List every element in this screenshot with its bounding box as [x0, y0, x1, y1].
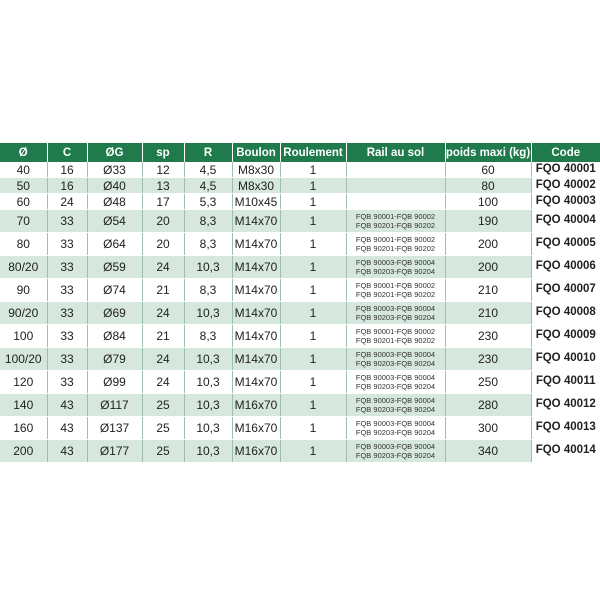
- cell-diameter: 200: [0, 440, 47, 463]
- cell-roulement: 1: [280, 256, 346, 279]
- cell-sp: 21: [142, 325, 184, 348]
- cell-r: 8,3: [184, 279, 232, 302]
- cell-poids-maxi: 100: [445, 194, 531, 210]
- table-row: [0, 325, 600, 348]
- cell-rail-au-sol: [346, 279, 445, 302]
- cell-roulement: 1: [280, 394, 346, 417]
- rail-reference: FQB 90003-FQB 90004: [355, 350, 436, 359]
- cell-c: 33: [47, 233, 87, 256]
- table-row: [0, 178, 600, 194]
- table-row: [0, 348, 600, 371]
- header-diameter: Ø: [0, 143, 47, 162]
- rail-reference: FQB 90003-FQB 90004: [355, 373, 436, 382]
- cell-sp: 13: [142, 178, 184, 194]
- cell-c: 33: [47, 279, 87, 302]
- cell-sp: 24: [142, 256, 184, 279]
- cell-roulement: 1: [280, 233, 346, 256]
- cell-r: 8,3: [184, 325, 232, 348]
- cell-poids-maxi: 200: [445, 256, 531, 279]
- table-row: [0, 371, 600, 394]
- header-c: C: [47, 143, 87, 162]
- cell-c: 24: [47, 194, 87, 210]
- cell-poids-maxi: 280: [445, 394, 531, 417]
- table-row: [0, 194, 600, 210]
- cell-r: 10,3: [184, 348, 232, 371]
- cell-rail-au-sol: [346, 417, 445, 440]
- rail-reference: FQB 90003-FQB 90004: [355, 419, 436, 428]
- cell-poids-maxi: 190: [445, 210, 531, 233]
- cell-sp: 12: [142, 162, 184, 178]
- header-sp: sp: [142, 143, 184, 162]
- cell-poids-maxi: 340: [445, 440, 531, 463]
- cell-code: FQO 40003: [531, 194, 600, 210]
- cell-sp: 20: [142, 210, 184, 233]
- header-poids-maxi: poids maxi (kg): [445, 143, 531, 162]
- cell-r: 10,3: [184, 394, 232, 417]
- cell-boulon: M14x70: [232, 279, 280, 302]
- cell-c: 33: [47, 325, 87, 348]
- cell-boulon: M8x30: [232, 162, 280, 178]
- cell-roulement: 1: [280, 325, 346, 348]
- cell-boulon: M14x70: [232, 302, 280, 325]
- cell-groove-diameter: Ø177: [87, 440, 142, 463]
- cell-diameter: 70: [0, 210, 47, 233]
- cell-roulement: 1: [280, 417, 346, 440]
- header-rail-au-sol: Rail au sol: [346, 143, 445, 162]
- cell-c: 16: [47, 178, 87, 194]
- cell-roulement: 1: [280, 302, 346, 325]
- cell-groove-diameter: Ø54: [87, 210, 142, 233]
- cell-boulon: M16x70: [232, 440, 280, 463]
- cell-r: 10,3: [184, 302, 232, 325]
- cell-poids-maxi: 200: [445, 233, 531, 256]
- cell-roulement: 1: [280, 194, 346, 210]
- cell-code: FQO 40005: [531, 233, 600, 256]
- cell-code: FQO 40011: [531, 371, 600, 394]
- cell-boulon: M14x70: [232, 325, 280, 348]
- cell-poids-maxi: 230: [445, 348, 531, 371]
- rail-reference: FQB 90201-FQB 90202: [355, 221, 436, 230]
- cell-c: 33: [47, 210, 87, 233]
- cell-groove-diameter: Ø69: [87, 302, 142, 325]
- cell-r: 4,5: [184, 178, 232, 194]
- cell-rail-au-sol: [346, 440, 445, 463]
- cell-groove-diameter: Ø40: [87, 178, 142, 194]
- table-row: [0, 162, 600, 178]
- cell-diameter: 50: [0, 178, 47, 194]
- cell-sp: 25: [142, 417, 184, 440]
- rail-reference: FQB 90001-FQB 90002: [355, 327, 436, 336]
- cell-code: FQO 40007: [531, 279, 600, 302]
- cell-rail-au-sol: [346, 194, 445, 210]
- rail-reference: FQB 90003-FQB 90004: [355, 258, 436, 267]
- rail-reference: FQB 90003-FQB 90004: [355, 442, 436, 451]
- cell-code: FQO 40014: [531, 440, 600, 463]
- cell-sp: 24: [142, 371, 184, 394]
- rail-reference: FQB 90201-FQB 90202: [355, 336, 436, 345]
- cell-rail-au-sol: [346, 348, 445, 371]
- table-row: [0, 233, 600, 256]
- header-r: R: [184, 143, 232, 162]
- rail-reference: FQB 90203-FQB 90204: [355, 267, 436, 276]
- cell-diameter: 160: [0, 417, 47, 440]
- cell-r: 4,5: [184, 162, 232, 178]
- cell-sp: 20: [142, 233, 184, 256]
- cell-boulon: M14x70: [232, 256, 280, 279]
- cell-sp: 25: [142, 440, 184, 463]
- cell-diameter: 90: [0, 279, 47, 302]
- cell-poids-maxi: 300: [445, 417, 531, 440]
- header-code: Code: [531, 143, 600, 162]
- cell-code: FQO 40006: [531, 256, 600, 279]
- cell-roulement: 1: [280, 210, 346, 233]
- cell-diameter: 60: [0, 194, 47, 210]
- cell-r: 10,3: [184, 417, 232, 440]
- cell-groove-diameter: Ø99: [87, 371, 142, 394]
- cell-diameter: 120: [0, 371, 47, 394]
- cell-boulon: M10x45: [232, 194, 280, 210]
- cell-c: 16: [47, 162, 87, 178]
- cell-code: FQO 40002: [531, 178, 600, 194]
- header-groove-diameter: ØG: [87, 143, 142, 162]
- cell-diameter: 90/20: [0, 302, 47, 325]
- cell-c: 43: [47, 417, 87, 440]
- table-row: [0, 440, 600, 463]
- cell-rail-au-sol: [346, 302, 445, 325]
- cell-sp: 24: [142, 348, 184, 371]
- cell-r: 10,3: [184, 371, 232, 394]
- cell-groove-diameter: Ø84: [87, 325, 142, 348]
- rail-reference: FQB 90203-FQB 90204: [355, 428, 436, 437]
- cell-diameter: 80/20: [0, 256, 47, 279]
- cell-poids-maxi: 60: [445, 162, 531, 178]
- cell-groove-diameter: Ø79: [87, 348, 142, 371]
- cell-groove-diameter: Ø137: [87, 417, 142, 440]
- rail-reference: FQB 90001-FQB 90002: [355, 281, 436, 290]
- cell-r: 8,3: [184, 233, 232, 256]
- cell-sp: 24: [142, 302, 184, 325]
- table-row: [0, 210, 600, 233]
- rail-reference: FQB 90001-FQB 90002: [355, 235, 436, 244]
- cell-code: FQO 40009: [531, 325, 600, 348]
- header-roulement: Roulement: [280, 143, 346, 162]
- cell-rail-au-sol: [346, 233, 445, 256]
- cell-c: 43: [47, 394, 87, 417]
- cell-boulon: M16x70: [232, 417, 280, 440]
- cell-roulement: 1: [280, 178, 346, 194]
- cell-diameter: 140: [0, 394, 47, 417]
- cell-diameter: 80: [0, 233, 47, 256]
- cell-c: 33: [47, 256, 87, 279]
- cell-c: 33: [47, 348, 87, 371]
- cell-code: FQO 40010: [531, 348, 600, 371]
- cell-rail-au-sol: [346, 162, 445, 178]
- cell-groove-diameter: Ø48: [87, 194, 142, 210]
- table-row: [0, 256, 600, 279]
- cell-r: 8,3: [184, 210, 232, 233]
- table-row: [0, 394, 600, 417]
- cell-diameter: 100: [0, 325, 47, 348]
- cell-groove-diameter: Ø33: [87, 162, 142, 178]
- cell-rail-au-sol: [346, 371, 445, 394]
- cell-boulon: M14x70: [232, 348, 280, 371]
- cell-poids-maxi: 230: [445, 325, 531, 348]
- cell-rail-au-sol: [346, 256, 445, 279]
- cell-boulon: M16x70: [232, 394, 280, 417]
- rail-reference: FQB 90203-FQB 90204: [355, 405, 436, 414]
- table-row: [0, 302, 600, 325]
- cell-groove-diameter: Ø59: [87, 256, 142, 279]
- cell-code: FQO 40008: [531, 302, 600, 325]
- rail-reference: FQB 90203-FQB 90204: [355, 359, 436, 368]
- cell-boulon: M8x30: [232, 178, 280, 194]
- cell-roulement: 1: [280, 440, 346, 463]
- cell-r: 10,3: [184, 440, 232, 463]
- rail-reference: FQB 90003-FQB 90004: [355, 304, 436, 313]
- rail-reference: FQB 90203-FQB 90204: [355, 451, 436, 460]
- product-table: [0, 143, 600, 463]
- cell-diameter: 40: [0, 162, 47, 178]
- cell-sp: 21: [142, 279, 184, 302]
- cell-rail-au-sol: [346, 325, 445, 348]
- cell-boulon: M14x70: [232, 233, 280, 256]
- cell-groove-diameter: Ø64: [87, 233, 142, 256]
- cell-roulement: 1: [280, 162, 346, 178]
- cell-poids-maxi: 80: [445, 178, 531, 194]
- cell-rail-au-sol: [346, 178, 445, 194]
- cell-r: 5,3: [184, 194, 232, 210]
- cell-boulon: M14x70: [232, 371, 280, 394]
- header-boulon: Boulon: [232, 143, 280, 162]
- cell-roulement: 1: [280, 279, 346, 302]
- cell-c: 43: [47, 440, 87, 463]
- cell-groove-diameter: Ø117: [87, 394, 142, 417]
- header-row: [0, 143, 600, 162]
- rail-reference: FQB 90001-FQB 90002: [355, 212, 436, 221]
- cell-sp: 17: [142, 194, 184, 210]
- rail-reference: FQB 90003-FQB 90004: [355, 396, 436, 405]
- table-row: [0, 417, 600, 440]
- rail-reference: FQB 90201-FQB 90202: [355, 290, 436, 299]
- cell-r: 10,3: [184, 256, 232, 279]
- cell-code: FQO 40001: [531, 162, 600, 178]
- cell-poids-maxi: 250: [445, 371, 531, 394]
- cell-sp: 25: [142, 394, 184, 417]
- cell-diameter: 100/20: [0, 348, 47, 371]
- cell-code: FQO 40012: [531, 394, 600, 417]
- cell-c: 33: [47, 371, 87, 394]
- cell-roulement: 1: [280, 371, 346, 394]
- cell-code: FQO 40013: [531, 417, 600, 440]
- cell-rail-au-sol: [346, 394, 445, 417]
- cell-code: FQO 40004: [531, 210, 600, 233]
- cell-groove-diameter: Ø74: [87, 279, 142, 302]
- cell-roulement: 1: [280, 348, 346, 371]
- cell-poids-maxi: 210: [445, 279, 531, 302]
- cell-rail-au-sol: [346, 210, 445, 233]
- cell-c: 33: [47, 302, 87, 325]
- rail-reference: FQB 90201-FQB 90202: [355, 244, 436, 253]
- rail-reference: FQB 90203-FQB 90204: [355, 382, 436, 391]
- table-row: [0, 279, 600, 302]
- cell-poids-maxi: 210: [445, 302, 531, 325]
- rail-reference: FQB 90203-FQB 90204: [355, 313, 436, 322]
- cell-boulon: M14x70: [232, 210, 280, 233]
